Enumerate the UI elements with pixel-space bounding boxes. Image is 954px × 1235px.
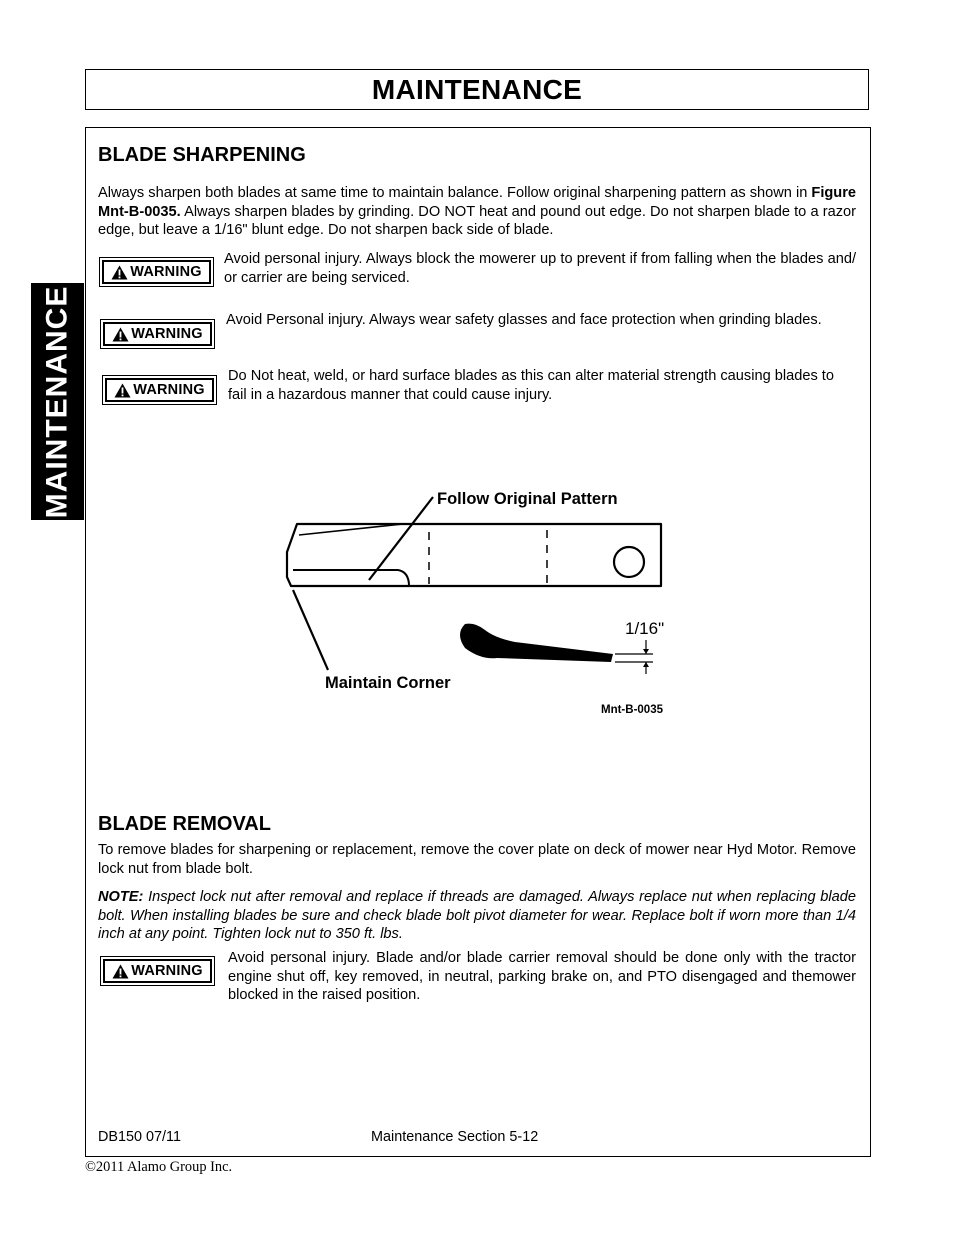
- note-label: NOTE:: [98, 889, 144, 905]
- blade-edge-profile: [460, 624, 613, 662]
- warning-text-1: Avoid personal injury. Always block the mowerer up to prevent if from falling when the blades and/ or carrier are being serviced.: [224, 251, 856, 286]
- warning-triangle-icon: [112, 327, 129, 342]
- removal-paragraph: To remove blades for sharpening or replacement, remove the cover plate on deck of mower near Hyd Motor. Remove lock nut from blade bolt.: [98, 842, 856, 877]
- warning-text-4: Avoid personal injury. Blade and/or blade carrier removal should be done only with the tractor engine shut off, key removed, in neutral, parking brake on, and PTO disengaged and themower blocked in the raised position.: [228, 950, 856, 1003]
- sharpening-paragraph: [98, 184, 856, 240]
- corner-leader-line: [293, 590, 328, 670]
- warning-triangle-icon: [111, 265, 128, 280]
- dimension-markers: [615, 640, 653, 674]
- figure-label-corner: Maintain Corner: [325, 674, 451, 692]
- warning-label-1: [99, 257, 214, 287]
- figure-label-pattern: Follow Original Pattern: [437, 490, 618, 508]
- warning-text-3: Do Not heat, weld, or hard surface blades as this can alter material strength causing blades to fail in a hazardous manner that could cause injury.: [228, 368, 834, 403]
- page-header: [85, 69, 869, 110]
- figure-id: Mnt-B-0035: [601, 704, 663, 716]
- blade-sharpening-figure: [283, 462, 683, 722]
- figure-reference: Figure Mnt-B-0035.: [98, 185, 856, 220]
- warning-word: WARNING: [131, 326, 203, 342]
- warning-word: WARNING: [133, 382, 205, 398]
- note-text: Inspect lock nut after removal and replace if threads are damaged. Always replace nut when replacing blade bolt. When installing blades be sure and check blade bolt pivot diameter for wear. Replace bolt if worn more than 1/4 inch at any point. Tighten lock nut to 350 ft. lbs.: [98, 889, 856, 942]
- side-section-tab: [31, 283, 84, 520]
- warning-label-2: [100, 319, 215, 349]
- side-tab-label: MAINTENANCE: [40, 285, 74, 518]
- warning-word: WARNING: [131, 963, 203, 979]
- footer-model-date: DB150 07/11: [98, 1129, 181, 1145]
- copyright: ©2011 Alamo Group Inc.: [85, 1159, 233, 1175]
- warning-label-3: [102, 375, 217, 405]
- section-heading-removal: BLADE REMOVAL: [98, 813, 271, 835]
- blade-dashed-lines: [429, 530, 547, 584]
- figure-label-dimension: 1/16": [625, 619, 665, 638]
- warning-triangle-icon: [114, 383, 131, 398]
- page-title: MAINTENANCE: [371, 73, 583, 105]
- footer-section-page: Maintenance Section 5-12: [371, 1129, 539, 1145]
- sharpening-text-2: Always sharpen blades by grinding. DO NOT heat and pound out edge. Do not sharpen blade to a razor edge, but leave a 1/16" blunt edge. Do not sharpen back side of blade.: [98, 203, 856, 238]
- warning-text-2: Avoid Personal injury. Always wear safety glasses and face protection when grinding blades.: [226, 312, 822, 328]
- section-heading-sharpening: BLADE SHARPENING: [98, 144, 306, 166]
- sharpening-text-1: Always sharpen both blades at same time to maintain balance. Follow original sharpening pattern as shown in: [98, 185, 812, 201]
- removal-note: [98, 888, 856, 944]
- warning-word: WARNING: [130, 264, 202, 280]
- pattern-leader-line: [369, 497, 433, 580]
- warning-label-4: [100, 956, 215, 986]
- warning-triangle-icon: [112, 964, 129, 979]
- blade-drawing: [287, 524, 661, 586]
